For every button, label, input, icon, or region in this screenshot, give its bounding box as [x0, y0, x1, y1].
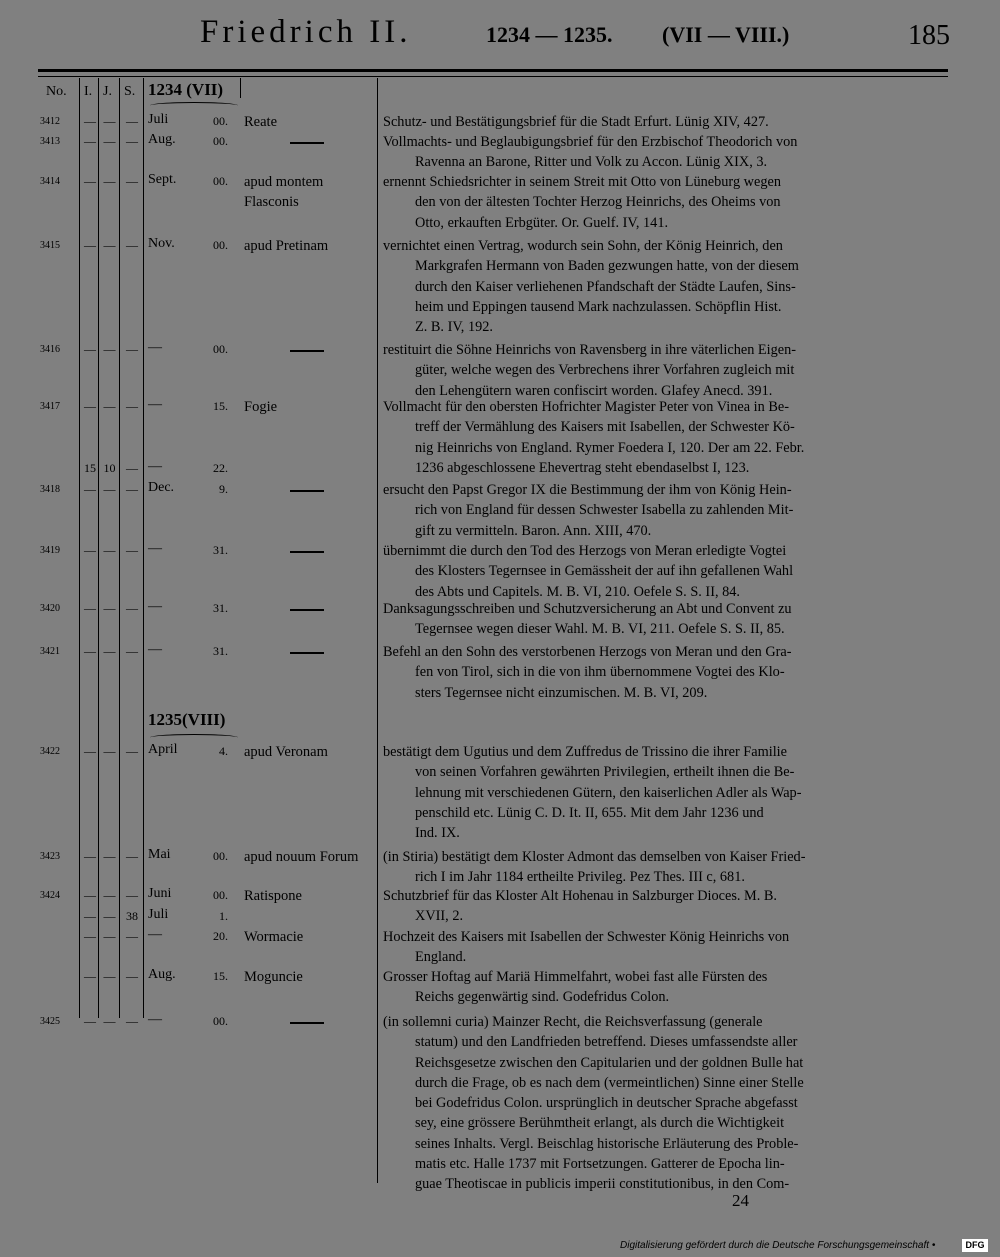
- entry-number: 3418: [40, 484, 60, 495]
- col-i-value: —: [84, 601, 96, 615]
- col-s-value: 38: [126, 909, 138, 923]
- day: 00.: [213, 174, 228, 188]
- entry-text-line: Schutz- und Bestätigungsbrief für die Stadt Erfurt. Lünig XIV, 427.: [383, 114, 769, 130]
- entry-text: [383, 340, 946, 401]
- col-j-value: —: [103, 849, 116, 863]
- page-header: [0, 0, 1000, 70]
- place-dash: [290, 551, 324, 553]
- entry-text-line: Grosser Hoftag auf Mariä Himmelfahrt, wobei fast alle Fürsten des: [383, 969, 768, 985]
- month: Aug.: [148, 132, 176, 147]
- entry-number: 3423: [40, 851, 60, 862]
- col-j-value: —: [103, 1014, 116, 1028]
- col-s-value: —: [126, 929, 138, 943]
- entry-text-line: von seinen Vorfahren gewährten Privilegien, ertheilt ihnen die Be-: [415, 764, 795, 781]
- col-i-value: —: [84, 174, 96, 188]
- entry-text-line: fen von Tirol, sich in die von ihm übernommene Vogtei des Klo-: [415, 664, 785, 681]
- page-number: 185: [908, 20, 950, 51]
- entry-number: 3420: [40, 603, 60, 614]
- col-s-value: —: [126, 644, 138, 658]
- col-j-value: —: [103, 644, 116, 658]
- col-s-value: —: [126, 482, 138, 496]
- entry-text-line: gift zu vermitteln. Baron. Ann. XIII, 470.: [415, 522, 652, 539]
- col-i-value: —: [84, 482, 96, 496]
- entry-text-line: 1236 abgeschlossene Ehevertrag steht ebendaselbst I, 123.: [415, 459, 750, 476]
- col-j-value: —: [103, 929, 116, 943]
- entry-text-line: Reichsgesetze zwischen den Capitularien und der goldnen Bulle hat: [415, 1054, 804, 1071]
- place-dash: [290, 350, 324, 352]
- day: 00.: [213, 342, 228, 356]
- entry-text-line: XVII, 2.: [415, 908, 464, 925]
- entry-text-line: durch den Kaiser verliehenen Pfandschaft der Städte Laufen, Sins-: [415, 278, 796, 295]
- col-j-value: —: [103, 238, 116, 252]
- place-dash: [290, 652, 324, 654]
- place-dash: [290, 609, 324, 611]
- col-i-value: —: [84, 969, 96, 983]
- column-header-no: No.: [46, 84, 67, 99]
- entry-text: [383, 599, 946, 640]
- col-j-value: —: [103, 399, 116, 413]
- col-j-value: —: [103, 134, 116, 148]
- entry-text: [383, 236, 946, 337]
- entry-text-line: (in Stiria) bestätigt dem Kloster Admont das demselben von Kaiser Fried-: [383, 849, 806, 865]
- entry-text-line: penschild etc. Lünig C. D. It. II, 655. Mit dem Jahr 1236 und: [415, 804, 764, 821]
- year-heading-1235: 1235(VIII): [148, 710, 226, 729]
- header-rule-thick: [38, 69, 948, 72]
- entry-text-line: Ind. IX.: [415, 825, 460, 842]
- place-dash: [290, 490, 324, 492]
- day: 00.: [213, 849, 228, 863]
- place: Wormacie: [244, 929, 304, 945]
- col-j-value: 10: [103, 461, 116, 475]
- entry-text-line: matis etc. Halle 1737 mit Fortsetzungen. Gatterer de Epocha lin-: [415, 1156, 785, 1173]
- entry-text-line: Vollmacht für den obersten Hofrichter Magister Peter von Vinea in Be-: [383, 399, 789, 415]
- column-divider: [377, 78, 378, 1183]
- month: Aug.: [148, 967, 176, 982]
- day: 9.: [219, 482, 228, 496]
- entry-text-line: bestätigt dem Ugutius und dem Zuffredus de Trissino die ihrer Familie: [383, 744, 787, 760]
- entry-text-line: des Abts und Capitels. M. B. VI, 210. Oefele S. S. II, 84.: [415, 583, 740, 600]
- entry-text: [383, 642, 946, 703]
- header-years: 1234 — 1235.: [486, 22, 613, 47]
- col-i-value: —: [84, 114, 96, 128]
- entry-text: [383, 967, 946, 1008]
- col-j-value: —: [103, 744, 116, 758]
- entry-text: [383, 1012, 946, 1195]
- month: Sept.: [148, 172, 177, 187]
- col-s-value: —: [126, 969, 138, 983]
- place: Fogie: [244, 399, 278, 415]
- entry-text-line: seines Inhalts. Vergl. Beischlag historische Erläuterung des Proble-: [415, 1135, 799, 1152]
- entry-text-line: heim und Eppingen tausend Mark nachzulassen. Schöpflin Hist.: [415, 298, 782, 315]
- col-j-value: —: [103, 601, 116, 615]
- entry-text-line: guae Theotiscae in publicis imperii constitutionibus, in den Com-: [415, 1176, 790, 1193]
- month: —: [148, 927, 162, 942]
- year-brace: [150, 102, 238, 109]
- place: apud Pretinam: [244, 238, 329, 254]
- year-brace: [150, 734, 238, 741]
- day: 20.: [213, 929, 228, 943]
- entry-number: 3419: [40, 545, 60, 556]
- day: 00.: [213, 134, 228, 148]
- day: 22.: [213, 461, 228, 475]
- entry-text-line: bei Godefridus Colon. ursprünglich in deutscher Sprache abgefasst: [415, 1095, 798, 1112]
- col-s-value: —: [126, 849, 138, 863]
- entry-text: [383, 172, 946, 233]
- entry-text-line: rich von England für dessen Schwester Isabella zu zahlenden Mit-: [415, 502, 794, 519]
- col-s-value: —: [126, 1014, 138, 1028]
- entry-text-line: sey, eine grössere Berühmtheit erlangt, als durch die Wichtigkeit: [415, 1115, 785, 1132]
- day: 1.: [219, 909, 228, 923]
- month: —: [148, 1012, 162, 1027]
- entry-text-line: sters Tegernsee nicht einzumischen. M. B. VI, 209.: [415, 684, 708, 701]
- month: April: [148, 742, 178, 757]
- entry-text-line: Ravenna an Barone, Ritter und Volk zu Accon. Lünig XIX, 3.: [415, 154, 768, 171]
- entry-number: 3424: [40, 890, 60, 901]
- col-i-value: —: [84, 342, 96, 356]
- entry-text-line: Danksagungsschreiben und Schutzversicherung an Abt und Convent zu: [383, 601, 792, 617]
- entry-text-line: Tegernsee wegen dieser Wahl. M. B. VI, 211. Oefele S. S. II, 85.: [415, 621, 785, 638]
- entry-number: 3414: [40, 176, 60, 187]
- month: —: [148, 541, 162, 556]
- entry-text-line: durch die Frage, ob es nach dem (vermeintlichen) Sinne einer Stelle: [415, 1074, 804, 1091]
- day: 31.: [213, 644, 228, 658]
- entry-text-line: restituirt die Söhne Heinrichs von Ravensberg in ihre väterlichen Eigen-: [383, 342, 797, 358]
- entry-text: [383, 541, 946, 602]
- place: apud Veronam: [244, 744, 328, 760]
- place-dash: [290, 1022, 324, 1024]
- place: Moguncie: [244, 969, 303, 985]
- entry-text-line: den von der ältesten Tochter Herzog Heinrichs, des Oheims von: [415, 194, 781, 211]
- page-title: Friedrich II.: [200, 14, 412, 50]
- col-s-value: —: [126, 238, 138, 252]
- place-dash: [290, 142, 324, 144]
- month: —: [148, 340, 162, 355]
- entry-text: [383, 886, 946, 927]
- col-i-value: —: [84, 134, 96, 148]
- footer-credit: Digitalisierung gefördert durch die Deutsche Forschungsgemeinschaft •: [620, 1240, 936, 1251]
- entry-text-line: Hochzeit des Kaisers mit Isabellen der Schwester König Heinrichs von: [383, 929, 790, 945]
- entry-text-line: Z. B. IV, 192.: [415, 319, 493, 336]
- col-j-value: —: [103, 174, 116, 188]
- entry-text-line: Markgrafen Hermann von Baden gezwungen hatte, von der diesem: [415, 258, 799, 275]
- col-j-value: —: [103, 114, 116, 128]
- entry-text-line: vernichtet einen Vertrag, wodurch sein Sohn, der König Heinrich, den: [383, 238, 783, 254]
- entry-text-line: lehnung mit verschiedenen Gütern, den kaiserlichen Adler als Wap-: [415, 784, 802, 801]
- entry-number: 3415: [40, 240, 60, 251]
- entry-number: 3417: [40, 401, 60, 412]
- month: Juni: [148, 886, 172, 901]
- column-divider: [143, 78, 144, 1018]
- day: 31.: [213, 601, 228, 615]
- month: Juli: [148, 112, 169, 127]
- col-i-value: —: [84, 238, 96, 252]
- entry-number: 3416: [40, 344, 60, 355]
- col-i-value: —: [84, 1014, 96, 1028]
- col-j-value: —: [103, 969, 116, 983]
- entry-text-line: statum) und den Landfrieden betreffend. Dieses umfassendste aller: [415, 1034, 798, 1051]
- entry-number: 3413: [40, 136, 60, 147]
- place: Reate: [244, 114, 278, 130]
- year-heading-1234: 1234 (VII): [148, 80, 224, 99]
- month: Nov.: [148, 236, 175, 251]
- entry-text-line: Otto, erkauften Erbgüter. Or. Guelf. IV, 141.: [415, 214, 669, 231]
- day: 00.: [213, 888, 228, 902]
- col-i-value: 15: [84, 461, 96, 475]
- day: 00.: [213, 238, 228, 252]
- signature-mark: 24: [732, 1191, 749, 1210]
- col-j-value: —: [103, 482, 116, 496]
- entry-text-line: ersucht den Papst Gregor IX die Bestimmung der ihm von König Hein-: [383, 482, 792, 498]
- col-s-value: —: [126, 399, 138, 413]
- entry-text-line: den Lehengütern waren confiscirt worden. Glafey Anecd. 391.: [415, 382, 773, 399]
- entry-text: [383, 397, 946, 478]
- col-i-value: —: [84, 644, 96, 658]
- column-divider: [119, 78, 120, 1018]
- col-s-value: —: [126, 342, 138, 356]
- col-s-value: —: [126, 134, 138, 148]
- day: 4.: [219, 744, 228, 758]
- col-i-value: —: [84, 399, 96, 413]
- month: Dec.: [148, 480, 175, 495]
- entry-text-line: des Klosters Tegernsee in Gemässheit der auf ihn gefallenen Wahl: [415, 563, 794, 580]
- entry-text-line: Vollmachts- und Beglaubigungsbrief für den Erzbischof Theodorich von: [383, 134, 798, 150]
- col-j-value: —: [103, 543, 116, 557]
- entry-number: 3412: [40, 116, 60, 127]
- entry-text: [383, 927, 946, 968]
- place: Ratispone: [244, 888, 302, 904]
- col-i-value: —: [84, 744, 96, 758]
- col-s-value: —: [126, 744, 138, 758]
- entry-text-line: Schutzbrief für das Kloster Alt Hohenau in Salzburger Dioces. M. B.: [383, 888, 778, 904]
- column-header-i: I.: [84, 84, 93, 99]
- entry-text-line: rich I im Jahr 1184 ertheilte Privileg. Pez Thes. III c, 681.: [415, 869, 745, 886]
- entry-text-line: Reichs gegenwärtig sind. Godefridus Colon.: [415, 989, 670, 1006]
- month: —: [148, 642, 162, 657]
- col-s-value: —: [126, 601, 138, 615]
- entry-number: 3422: [40, 746, 60, 757]
- day: 00.: [213, 114, 228, 128]
- column-header-s: S.: [124, 84, 136, 99]
- col-j-value: —: [103, 342, 116, 356]
- header-roman-years: (VII — VIII.): [662, 22, 790, 47]
- entry-text-line: übernimmt die durch den Tod des Herzogs von Meran erledigte Vogtei: [383, 543, 787, 559]
- dfg-logo: DFG: [962, 1239, 988, 1252]
- col-i-value: —: [84, 888, 96, 902]
- col-j-value: —: [103, 888, 116, 902]
- entry-text: [383, 132, 946, 173]
- col-s-value: —: [126, 543, 138, 557]
- col-i-value: —: [84, 929, 96, 943]
- column-divider: [240, 78, 241, 98]
- month: —: [148, 459, 162, 474]
- entry-text-line: güter, welche wegen des Verbrechens ihrer Vorfahren zugleich mit: [415, 362, 795, 379]
- col-s-value: —: [126, 461, 138, 475]
- col-i-value: —: [84, 849, 96, 863]
- place: apud nouum Forum: [244, 849, 359, 865]
- col-i-value: —: [84, 909, 96, 923]
- entry-text-line: treff der Vermählung des Kaisers mit Isabellen, der Schwester Kö-: [415, 419, 795, 436]
- entry-text: [383, 112, 946, 132]
- entry-text-line: England.: [415, 949, 467, 966]
- col-s-value: —: [126, 888, 138, 902]
- col-i-value: —: [84, 543, 96, 557]
- entry-text-line: nig Heinrichs von England. Rymer Foedera I, 120. Der am 22. Febr.: [415, 439, 805, 456]
- day: 15.: [213, 399, 228, 413]
- entry-text-line: ernennt Schiedsrichter in seinem Streit mit Otto von Lüneburg wegen: [383, 174, 781, 190]
- month: Mai: [148, 847, 171, 862]
- day: 15.: [213, 969, 228, 983]
- entry-text-line: (in sollemni curia) Mainzer Recht, die Reichsverfassung (generale: [383, 1014, 763, 1030]
- entry-text: [383, 742, 946, 843]
- day: 31.: [213, 543, 228, 557]
- entry-text: [383, 480, 946, 541]
- column-divider: [98, 78, 99, 1018]
- entry-number: 3421: [40, 646, 60, 657]
- col-s-value: —: [126, 114, 138, 128]
- header-rule-thin: [38, 76, 948, 77]
- entry-number: 3425: [40, 1016, 60, 1027]
- entry-text: [383, 847, 946, 888]
- column-header-j: J.: [103, 84, 112, 99]
- col-j-value: —: [103, 909, 116, 923]
- day: 00.: [213, 1014, 228, 1028]
- place: apud montem Flasconis: [244, 174, 324, 210]
- entry-text-line: Befehl an den Sohn des verstorbenen Herzogs von Meran und den Gra-: [383, 644, 792, 660]
- month: —: [148, 397, 162, 412]
- month: —: [148, 599, 162, 614]
- month: Juli: [148, 907, 169, 922]
- col-s-value: —: [126, 174, 138, 188]
